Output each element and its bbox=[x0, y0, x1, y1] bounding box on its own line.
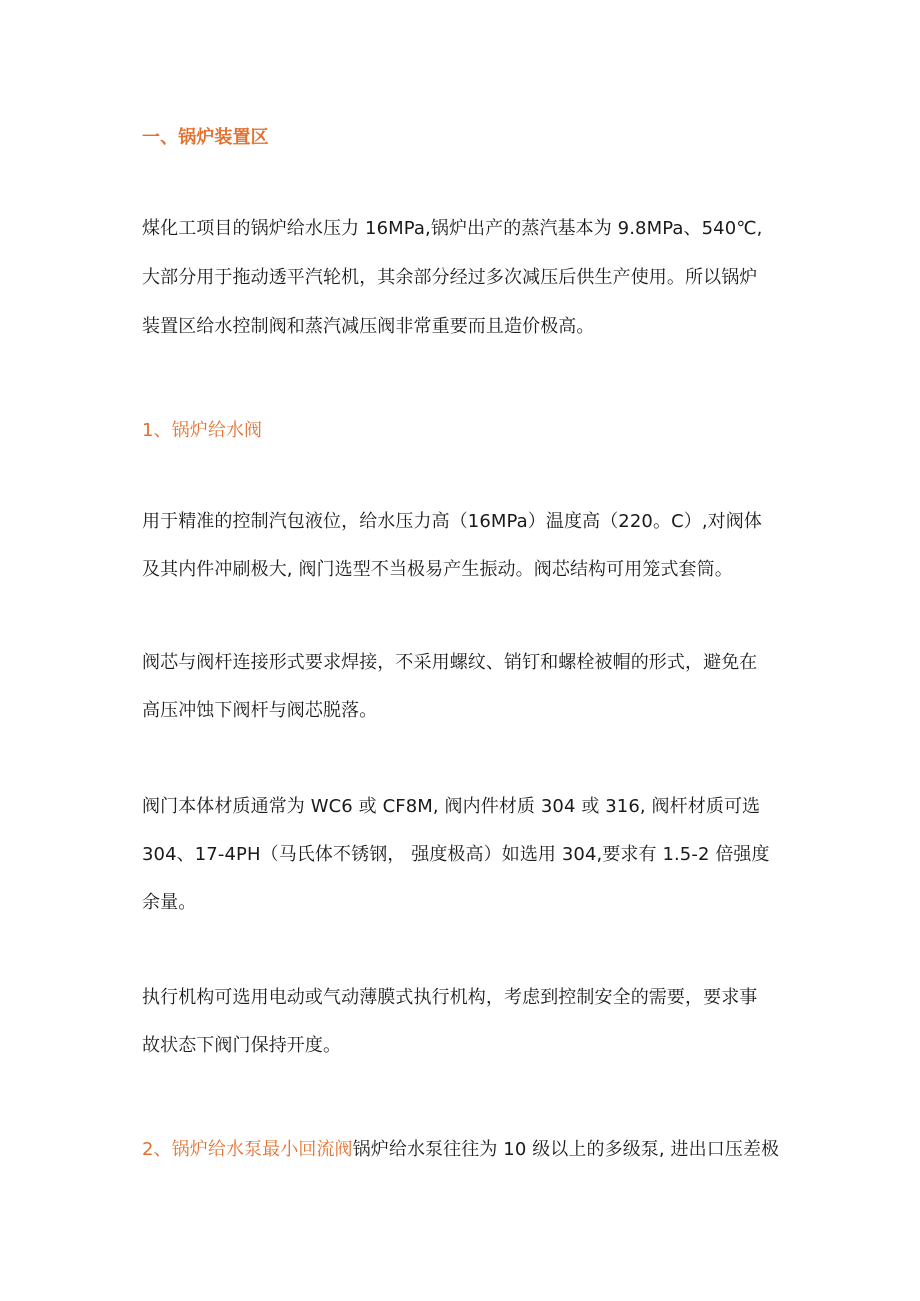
section-heading: 一、锅炉装置区 bbox=[142, 127, 269, 148]
paragraph-5-line-2: 故状态下阀门保持开度。 bbox=[142, 1035, 342, 1056]
paragraph-5-line-1: 执行机构可选用电动或气动薄膜式执行机构，考虑到控制安全的需要，要求事 bbox=[142, 987, 758, 1008]
paragraph-4-line-1: 阀门本体材质通常为 WC6 或 CF8M, 阀内件材质 304 或 316, 阀杆材质可选 bbox=[142, 796, 761, 817]
paragraph-6-line-1 bbox=[142, 1138, 779, 1162]
paragraph-3-line-2: 高压冲蚀下阀杆与阀芯脱落。 bbox=[142, 700, 378, 721]
paragraph-1-line-3: 装置区给水控制阀和蒸汽减压阀非常重要而且造价极高。 bbox=[142, 316, 595, 337]
paragraph-2-line-1: 用于精准的控制汽包液位，给水压力高（16MPa）温度高（220。C）,对阀体 bbox=[142, 511, 762, 532]
paragraph-3-line-1: 阀芯与阀杆连接形式要求焊接，不采用螺纹、销钉和螺栓被帽的形式，避免在 bbox=[142, 652, 758, 673]
subsection-heading-2: 2、锅炉给水泵最小回流阀 bbox=[142, 1139, 353, 1160]
paragraph-2-line-2: 及其内件冲刷极大, 阀门选型不当极易产生振动。阀芯结构可用笼式套筒。 bbox=[142, 559, 733, 580]
paragraph-1-line-1: 煤化工项目的锅炉给水压力 16MPa,锅炉出产的蒸汽基本为 9.8MPa、540℃, bbox=[142, 218, 763, 239]
paragraph-1-line-2: 大部分用于拖动透平汽轮机，其余部分经过多次减压后供生产使用。所以锅炉 bbox=[142, 267, 758, 288]
subsection-heading-1: 1、锅炉给水阀 bbox=[142, 420, 263, 441]
paragraph-4-line-3: 余量。 bbox=[142, 892, 197, 913]
paragraph-4-line-2: 304、17-4PH（马氏体不锈钢， 强度极高）如选用 304,要求有 1.5-2 倍强度 bbox=[142, 844, 770, 865]
paragraph-6-text: 锅炉给水泵往往为 10 级以上的多级泵, 进出口压差极 bbox=[352, 1139, 780, 1160]
